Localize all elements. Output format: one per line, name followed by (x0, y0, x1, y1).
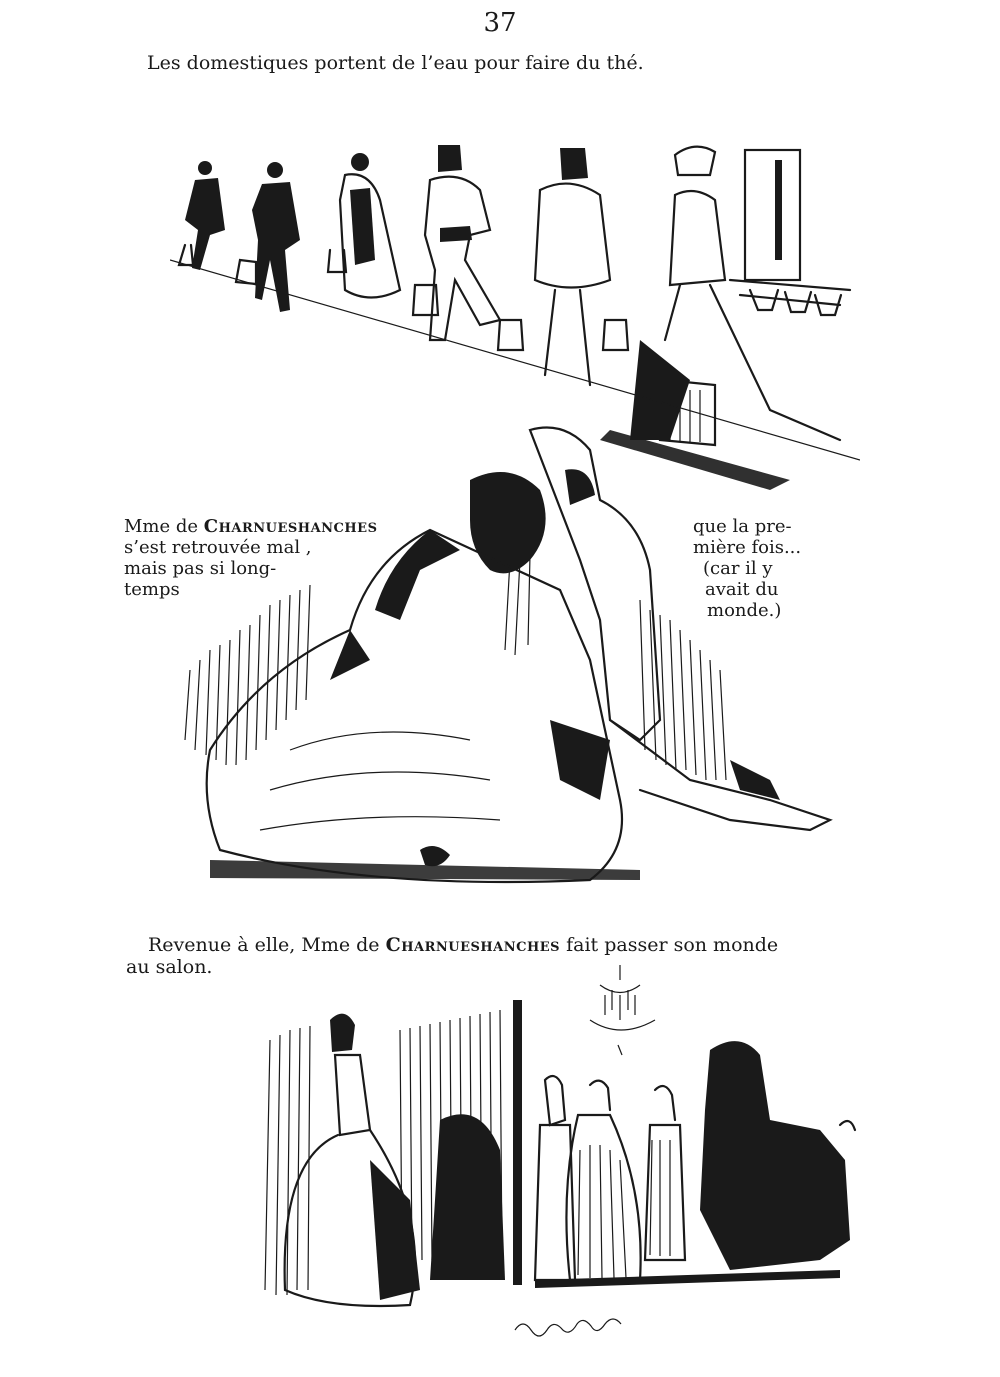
character-name: Charnueshanches (385, 934, 561, 956)
caption-middle-left-prefix: Mme de (124, 516, 204, 537)
illustration-salon-scene (260, 960, 860, 1360)
caption-middle-right-line: (car il y (703, 558, 773, 579)
caption-middle-left-line: temps (124, 579, 180, 600)
caption-middle-left-line: s’est retrouvée mal , (124, 537, 312, 558)
caption-middle-left-line: mais pas si long- (124, 558, 277, 579)
caption-middle-right (693, 516, 801, 621)
illustration-woman-fainted (170, 420, 870, 895)
caption-bottom-part1: Revenue à elle, Mme de (148, 934, 386, 956)
caption-middle-right-line: mière fois... (693, 537, 802, 558)
caption-top: Les domestiques portent de l’eau pour faire du thé. (147, 52, 644, 74)
caption-middle-left (124, 516, 377, 600)
caption-middle-right-line: que la pre- (693, 516, 792, 537)
caption-middle-right-line: monde.) (707, 600, 782, 621)
character-name: Charnueshanches (203, 516, 378, 537)
page-number: 37 (483, 8, 517, 38)
caption-middle-right-line: avait du (705, 579, 779, 600)
caption-bottom-line2: au salon. (126, 956, 213, 978)
caption-bottom-part2: fait passer son monde (560, 934, 779, 956)
